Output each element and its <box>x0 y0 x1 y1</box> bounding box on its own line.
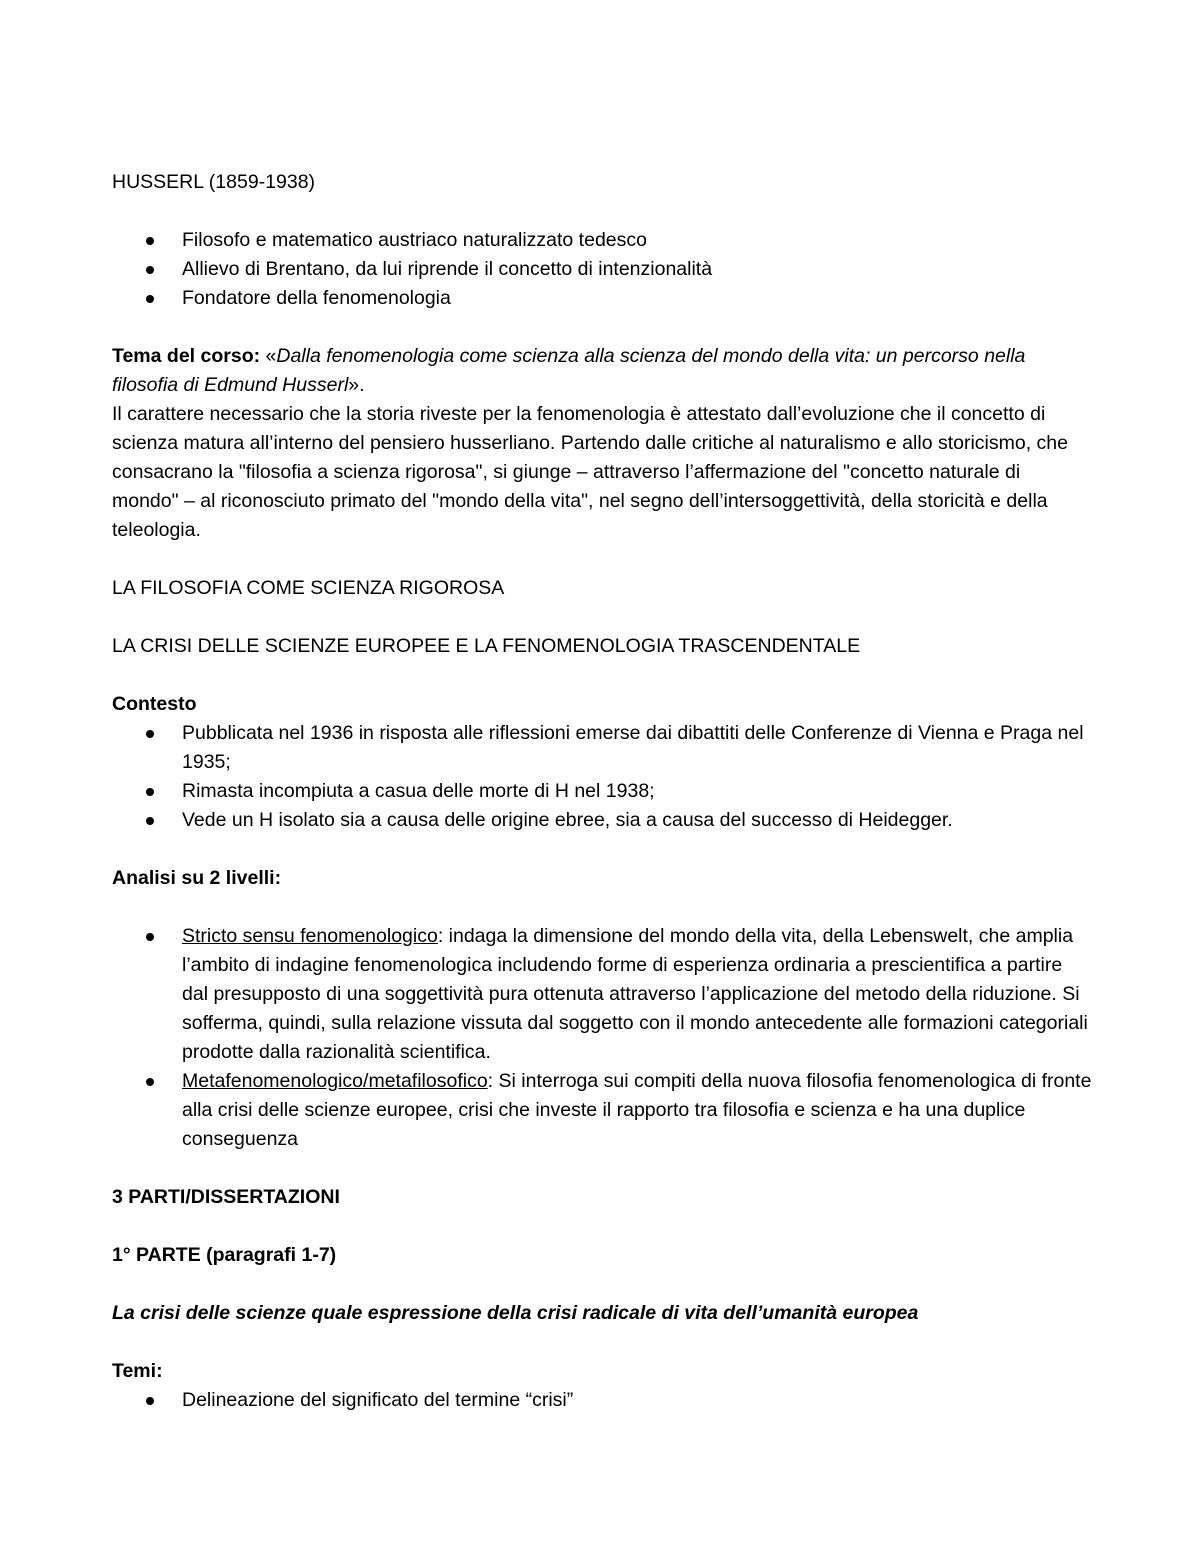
contesto-bullet-list <box>112 719 1092 835</box>
list-item: Fondatore della fenomenologia <box>112 284 1092 313</box>
analisi-bullet-list <box>112 922 1092 1154</box>
analisi-text: : Si interroga sui compiti della nuova filosofia fenomenologica di fronte alla crisi delle scienze europee, crisi che investe il rapporto tra filosofia e scienza e ha una duplice conseguenza <box>182 1070 1092 1150</box>
tema-close-quote: ». <box>348 374 365 396</box>
body-paragraph: Il carattere necessario che la storia riveste per la fenomenologia è attestato dall’evoluzione che il concetto di scienza matura all’interno del pensiero husserliano. Partendo dalle critiche al naturalismo e allo storicismo, che consacrano la "filosofia a scienza rigorosa", si giunge – attraverso l’affermazione del "concetto naturale di mondo" – al riconosciuto primato del "mondo della vita", nel segno dell’intersoggettività, della storicità e della teleologia. <box>112 403 1068 541</box>
parte1-subtitle: La crisi delle scienze quale espressione della crisi radicale di vita dell’umanità europea <box>112 1302 919 1324</box>
page-title: HUSSERL (1859-1938) <box>112 171 316 193</box>
intro-bullet-list <box>112 226 1092 313</box>
list-item: Rimasta incompiuta a casua delle morte di H nel 1938; <box>112 777 1092 806</box>
parti-heading: 3 PARTI/DISSERTAZIONI <box>112 1186 340 1208</box>
list-item: Vede un H isolato sia a causa delle origine ebree, sia a causa del successo di Heidegger. <box>112 806 1092 835</box>
parte1-heading: 1° PARTE (paragrafi 1-7) <box>112 1244 337 1266</box>
contesto-heading: Contesto <box>112 693 197 715</box>
section-title-filosofia: LA FILOSOFIA COME SCIENZA RIGOROSA <box>112 577 505 599</box>
list-item: Delineazione del significato del termine “crisi” <box>112 1386 1092 1415</box>
section-title-crisi: LA CRISI DELLE SCIENZE EUROPEE E LA FENOMENOLOGIA TRASCENDENTALE <box>112 635 861 657</box>
document-page <box>112 168 1092 1415</box>
list-item: Pubblicata nel 1936 in risposta alle riflessioni emerse dai dibattiti delle Conferenze di Vienna e Praga nel 1935; <box>112 719 1092 777</box>
temi-bullet-list <box>112 1386 1092 1415</box>
analisi-term: Stricto sensu fenomenologico <box>182 925 438 947</box>
temi-heading: Temi: <box>112 1360 163 1382</box>
analisi-heading: Analisi su 2 livelli: <box>112 867 282 889</box>
tema-label: Tema del corso: <box>112 345 261 367</box>
list-item <box>112 922 1092 1067</box>
analisi-term: Metafenomenologico/metafilosofico <box>182 1070 488 1092</box>
list-item: Filosofo e matematico austriaco naturalizzato tedesco <box>112 226 1092 255</box>
list-item: Allievo di Brentano, da lui riprende il concetto di intenzionalità <box>112 255 1092 284</box>
tema-open-quote: « <box>260 345 277 367</box>
tema-del-corso <box>112 342 1092 400</box>
analisi-text: : indaga la dimensione del mondo della vita, della Lebenswelt, che amplia l’ambito di indagine fenomenologica includendo forme di esperienza ordinaria a prescientifica a partire dal presupposto di una soggettività pura ottenuta attraverso l’applicazione del metodo della riduzione. Si sofferma, quindi, sulla relazione vissuta dal soggetto con il mondo antecedente alle formazioni categoriali prodotte dalla razionalità scientifica. <box>182 925 1088 1063</box>
tema-title: Dalla fenomenologia come scienza alla scienza del mondo della vita: un percorso nella filosofia di Edmund Husserl <box>112 345 1026 396</box>
list-item <box>112 1067 1092 1154</box>
